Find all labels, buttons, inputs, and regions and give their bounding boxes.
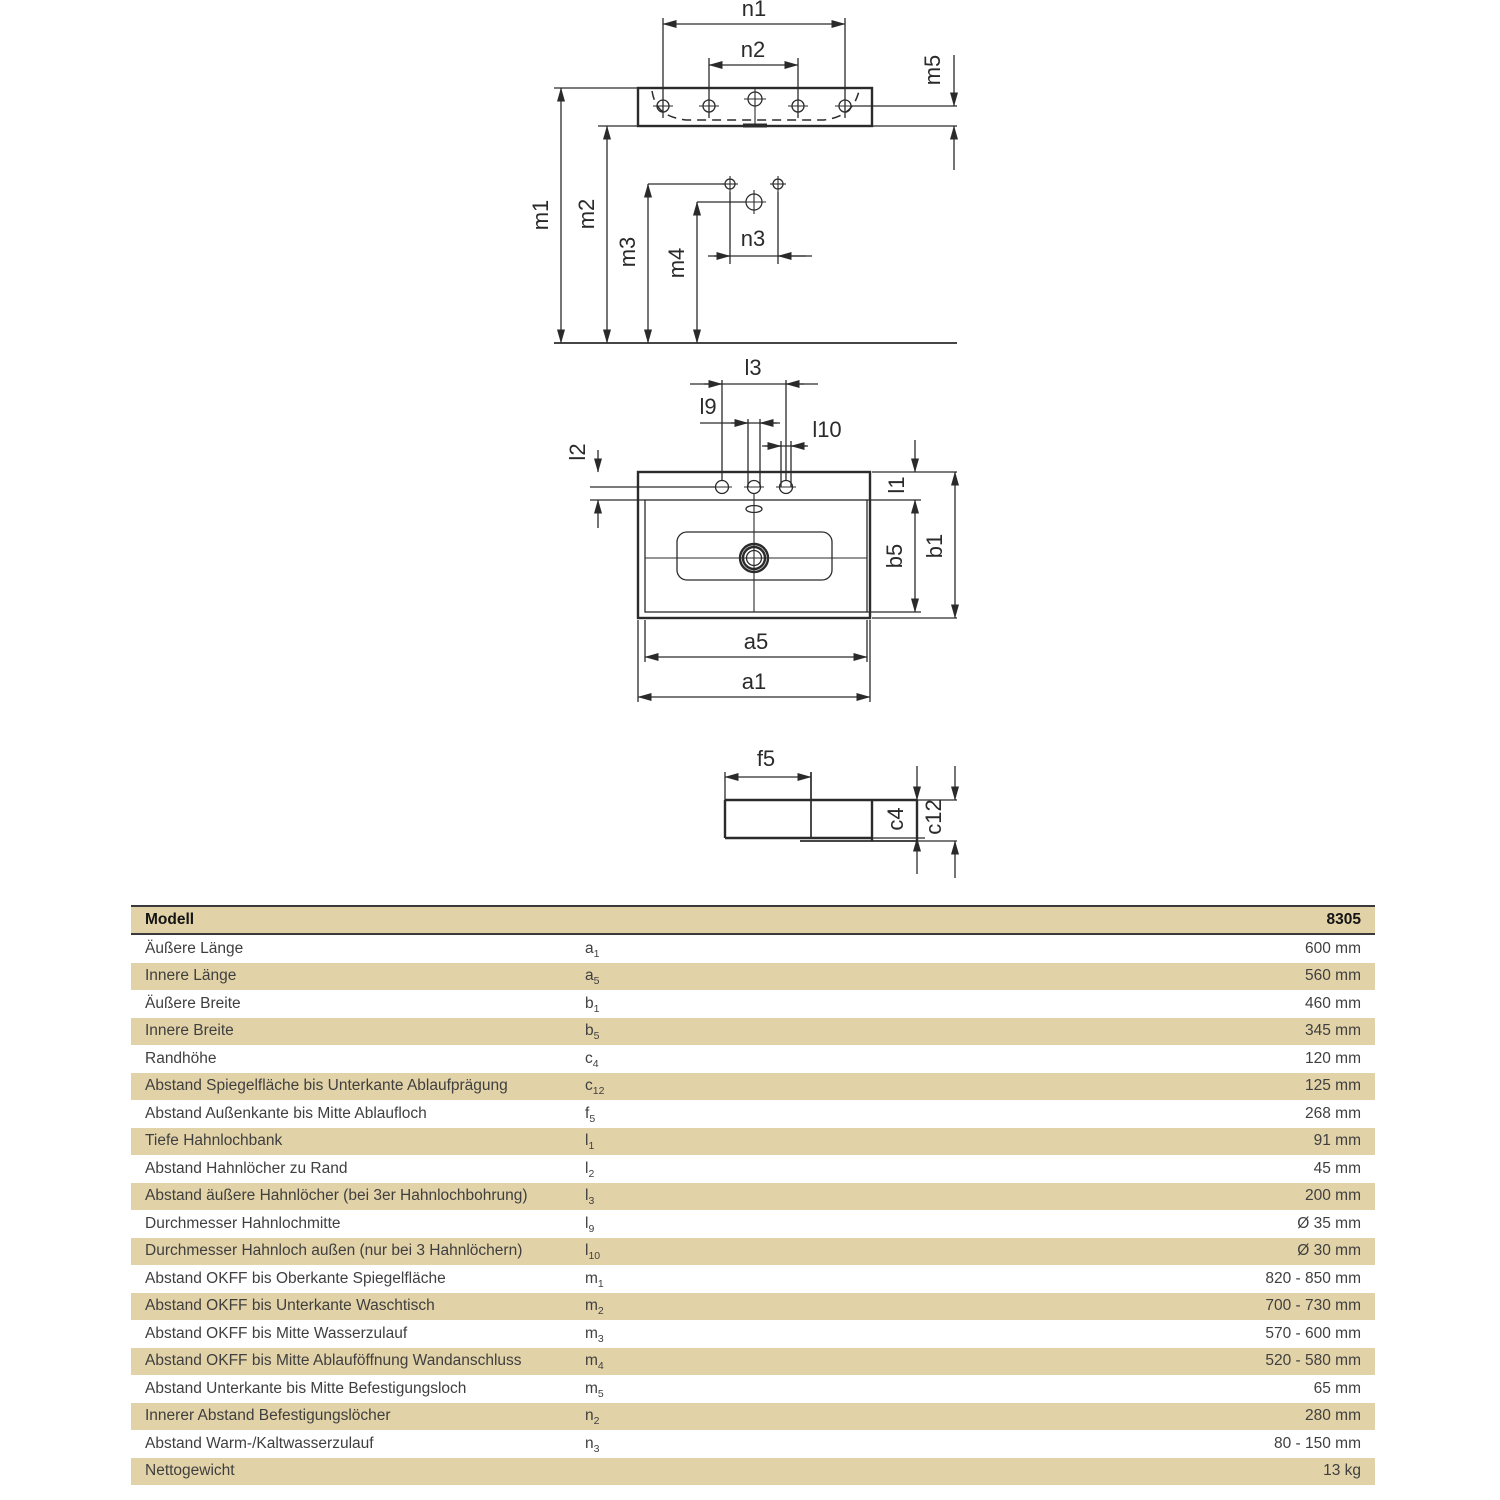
- spec-symbol: [585, 1407, 1305, 1428]
- spec-label: Abstand äußere Hahnlöcher (bei 3er Hahnlochbohrung): [145, 1187, 528, 1205]
- spec-symbol-base: f: [585, 1104, 590, 1122]
- table-row: [131, 990, 1375, 1018]
- spec-label: Abstand OKFF bis Oberkante Spiegelfläche: [145, 1269, 446, 1287]
- table-row: [131, 1375, 1375, 1403]
- spec-symbol: [585, 967, 1305, 988]
- spec-symbol-sub: 1: [593, 1002, 600, 1015]
- spec-symbol-sub: 4: [597, 1360, 604, 1373]
- spec-symbol-base: b: [585, 994, 594, 1012]
- spec-symbol: [585, 1160, 1314, 1178]
- spec-symbol-base: n: [585, 1407, 594, 1425]
- spec-symbol: [585, 940, 1305, 958]
- table-row: [131, 1073, 1375, 1101]
- table-row: [131, 1045, 1375, 1073]
- spec-symbol: [585, 1352, 1265, 1373]
- dim-label-a5: a5: [743, 629, 769, 654]
- side-view: [725, 746, 957, 878]
- spec-label: Tiefe Hahnlochbank: [145, 1132, 283, 1150]
- spec-symbol: [585, 1297, 1265, 1318]
- dim-label-c12: c12: [921, 799, 946, 835]
- spec-symbol: [585, 1242, 1297, 1263]
- dim-label-c4: c4: [883, 807, 908, 831]
- dim-n3: [708, 226, 812, 256]
- table-row: [131, 1403, 1375, 1431]
- spec-table: [131, 905, 1375, 1485]
- spec-symbol-base: b: [585, 1022, 594, 1040]
- spec-label: Innere Breite: [145, 1022, 234, 1040]
- spec-symbol-sub: 2: [588, 1167, 595, 1180]
- spec-label: Äußere Breite: [145, 994, 241, 1012]
- tap-holes: [712, 481, 796, 494]
- spec-value: 268 mm: [1305, 1104, 1361, 1122]
- spec-symbol: [585, 1132, 1314, 1153]
- spec-symbol-base: m: [585, 1352, 598, 1370]
- spec-label: Abstand Außenkante bis Mitte Ablaufloch: [145, 1104, 427, 1122]
- spec-value: 820 - 850 mm: [1265, 1269, 1361, 1287]
- spec-value: 570 - 600 mm: [1265, 1324, 1361, 1342]
- table-header-label: Modell: [145, 911, 195, 928]
- dim-label-m3: m3: [615, 236, 640, 268]
- table-row: [131, 1430, 1375, 1458]
- dim-label-m4: m4: [664, 247, 689, 279]
- spec-label: Abstand OKFF bis Unterkante Waschtisch: [145, 1297, 435, 1315]
- table-header-row: [131, 907, 1375, 935]
- spec-symbol: [585, 995, 1305, 1013]
- spec-symbol-base: l: [585, 1132, 589, 1150]
- spec-label: Innere Länge: [145, 967, 237, 985]
- spec-label: Innerer Abstand Befestigungslöcher: [145, 1407, 391, 1425]
- dim-l1: [867, 440, 957, 500]
- spec-label: Nettogewicht: [145, 1462, 235, 1480]
- dim-m1: [528, 88, 561, 343]
- dim-label-b1: b1: [922, 533, 947, 559]
- table-row: [131, 1128, 1375, 1156]
- dim-label-l9: l9: [699, 394, 717, 419]
- table-row: [131, 1265, 1375, 1293]
- spec-value: 460 mm: [1305, 994, 1361, 1012]
- spec-value: 91 mm: [1313, 1132, 1361, 1150]
- spec-value: Ø 30 mm: [1297, 1242, 1361, 1260]
- spec-value: 200 mm: [1305, 1187, 1361, 1205]
- top-view: [565, 355, 957, 702]
- spec-label: Abstand Spiegelfläche bis Unterkante Ablaufprägung: [145, 1077, 508, 1095]
- spec-value: 13 kg: [1323, 1462, 1361, 1480]
- dim-c12: [921, 766, 955, 878]
- spec-symbol-sub: 12: [592, 1085, 605, 1098]
- dim-f5: [725, 746, 811, 777]
- table-row: [131, 1183, 1375, 1211]
- table-row: [131, 1238, 1375, 1266]
- spec-symbol-sub: 9: [588, 1222, 595, 1235]
- table-row: [131, 1210, 1375, 1238]
- table-row: [131, 1018, 1375, 1046]
- spec-value: 280 mm: [1305, 1407, 1361, 1425]
- table-row: [131, 1293, 1375, 1321]
- spec-symbol-sub: 2: [593, 1415, 600, 1428]
- spec-label: Abstand Unterkante bis Mitte Befestigungsloch: [145, 1379, 467, 1397]
- spec-symbol-sub: 10: [588, 1250, 601, 1263]
- spec-symbol-base: n: [585, 1434, 594, 1452]
- spec-value: 560 mm: [1305, 967, 1361, 985]
- spec-label: Abstand Hahnlöcher zu Rand: [145, 1159, 348, 1177]
- spec-value: 45 mm: [1313, 1159, 1361, 1177]
- spec-symbol-base: l: [585, 1159, 589, 1177]
- table-row: [131, 1458, 1375, 1486]
- spec-symbol-sub: 5: [597, 1387, 604, 1400]
- dim-m4: [664, 202, 745, 343]
- spec-symbol-base: a: [585, 967, 594, 985]
- dim-b5: [867, 500, 921, 612]
- dim-label-l10: l10: [812, 417, 842, 442]
- spec-value: 80 - 150 mm: [1273, 1434, 1361, 1452]
- dim-c4: [883, 766, 917, 874]
- spec-symbol-base: m: [585, 1379, 598, 1397]
- spec-symbol: [585, 1050, 1305, 1068]
- table-row: [131, 963, 1375, 991]
- table-row: [131, 1155, 1375, 1183]
- dim-label-m2: m2: [574, 198, 599, 230]
- table-row: [131, 1348, 1375, 1376]
- spec-symbol-base: a: [585, 939, 594, 957]
- spec-symbol-sub: 1: [588, 1140, 595, 1153]
- spec-symbol-sub: 5: [593, 1030, 600, 1043]
- spec-table-body: [131, 935, 1375, 1485]
- front-holes: [653, 92, 855, 112]
- spec-value: 120 mm: [1305, 1049, 1361, 1067]
- spec-symbol-sub: 3: [597, 1332, 604, 1345]
- spec-symbol: [585, 1380, 1314, 1398]
- spec-label: Abstand OKFF bis Mitte Ablauföffnung Wandanschluss: [145, 1352, 522, 1370]
- spec-symbol-sub: 1: [593, 947, 600, 960]
- dim-label-n2: n2: [740, 37, 766, 62]
- spec-symbol-base: c: [585, 1049, 593, 1067]
- dim-l2: [565, 443, 716, 528]
- dim-label-b5: b5: [882, 543, 907, 569]
- front-view: [528, 0, 957, 343]
- dim-label-m1: m1: [528, 199, 553, 231]
- spec-symbol-base: m: [585, 1269, 598, 1287]
- spec-symbol-sub: 3: [593, 1442, 600, 1455]
- table-row: [131, 1320, 1375, 1348]
- spec-label: Äußere Länge: [145, 939, 244, 957]
- spec-symbol: [585, 1270, 1265, 1288]
- dim-a5: [645, 620, 867, 662]
- spec-symbol: [585, 1105, 1305, 1123]
- dim-label-l1: l1: [884, 476, 909, 494]
- spec-symbol-sub: 4: [592, 1057, 599, 1070]
- spec-symbol-sub: 5: [589, 1112, 596, 1125]
- spec-label: Abstand Warm-/Kaltwasserzulauf: [145, 1434, 374, 1452]
- spec-symbol-base: m: [585, 1297, 598, 1315]
- spec-symbol-sub: 3: [588, 1195, 595, 1208]
- table-row: [131, 935, 1375, 963]
- spec-value: Ø 35 mm: [1297, 1214, 1361, 1232]
- dim-label-n1: n1: [741, 0, 767, 21]
- spec-symbol-sub: 2: [597, 1305, 604, 1318]
- spec-symbol: [585, 1435, 1274, 1453]
- table-row: [131, 1100, 1375, 1128]
- dim-label-l2: l2: [565, 443, 590, 461]
- spec-label: Durchmesser Hahnloch außen (nur bei 3 Hahnlöchern): [145, 1242, 523, 1260]
- dim-m2: [574, 126, 638, 343]
- dim-label-l3: l3: [744, 355, 762, 380]
- table-header-value: 8305: [1326, 911, 1361, 928]
- spec-value: 65 mm: [1313, 1379, 1361, 1397]
- spec-value: 520 - 580 mm: [1265, 1352, 1361, 1370]
- spec-symbol-sub: 1: [597, 1277, 604, 1290]
- dim-label-n3: n3: [740, 226, 766, 251]
- spec-value: 600 mm: [1305, 939, 1361, 957]
- spec-symbol: [585, 1077, 1305, 1098]
- spec-symbol-sub: 5: [593, 975, 600, 988]
- dim-label-m5: m5: [920, 54, 945, 86]
- spec-symbol: [585, 1325, 1265, 1343]
- dim-label-a1: a1: [741, 669, 767, 694]
- spec-value: 700 - 730 mm: [1265, 1297, 1361, 1315]
- spec-symbol: [585, 1187, 1305, 1208]
- spec-label: Abstand OKFF bis Mitte Wasserzulauf: [145, 1324, 408, 1342]
- spec-symbol: [585, 1022, 1305, 1043]
- spec-symbol-base: l: [585, 1242, 589, 1260]
- spec-symbol: [585, 1215, 1297, 1233]
- dim-m5: [851, 55, 957, 170]
- spec-label: Durchmesser Hahnlochmitte: [145, 1214, 341, 1232]
- spec-symbol-base: l: [585, 1214, 589, 1232]
- spec-symbol-base: m: [585, 1324, 598, 1342]
- spec-label: Randhöhe: [145, 1049, 217, 1067]
- dim-l10: [762, 417, 842, 487]
- spec-value: 125 mm: [1305, 1077, 1361, 1095]
- spec-symbol-base: c: [585, 1077, 593, 1095]
- spec-symbol-base: l: [585, 1187, 589, 1205]
- dim-label-f5: f5: [756, 746, 776, 771]
- spec-value: 345 mm: [1305, 1022, 1361, 1040]
